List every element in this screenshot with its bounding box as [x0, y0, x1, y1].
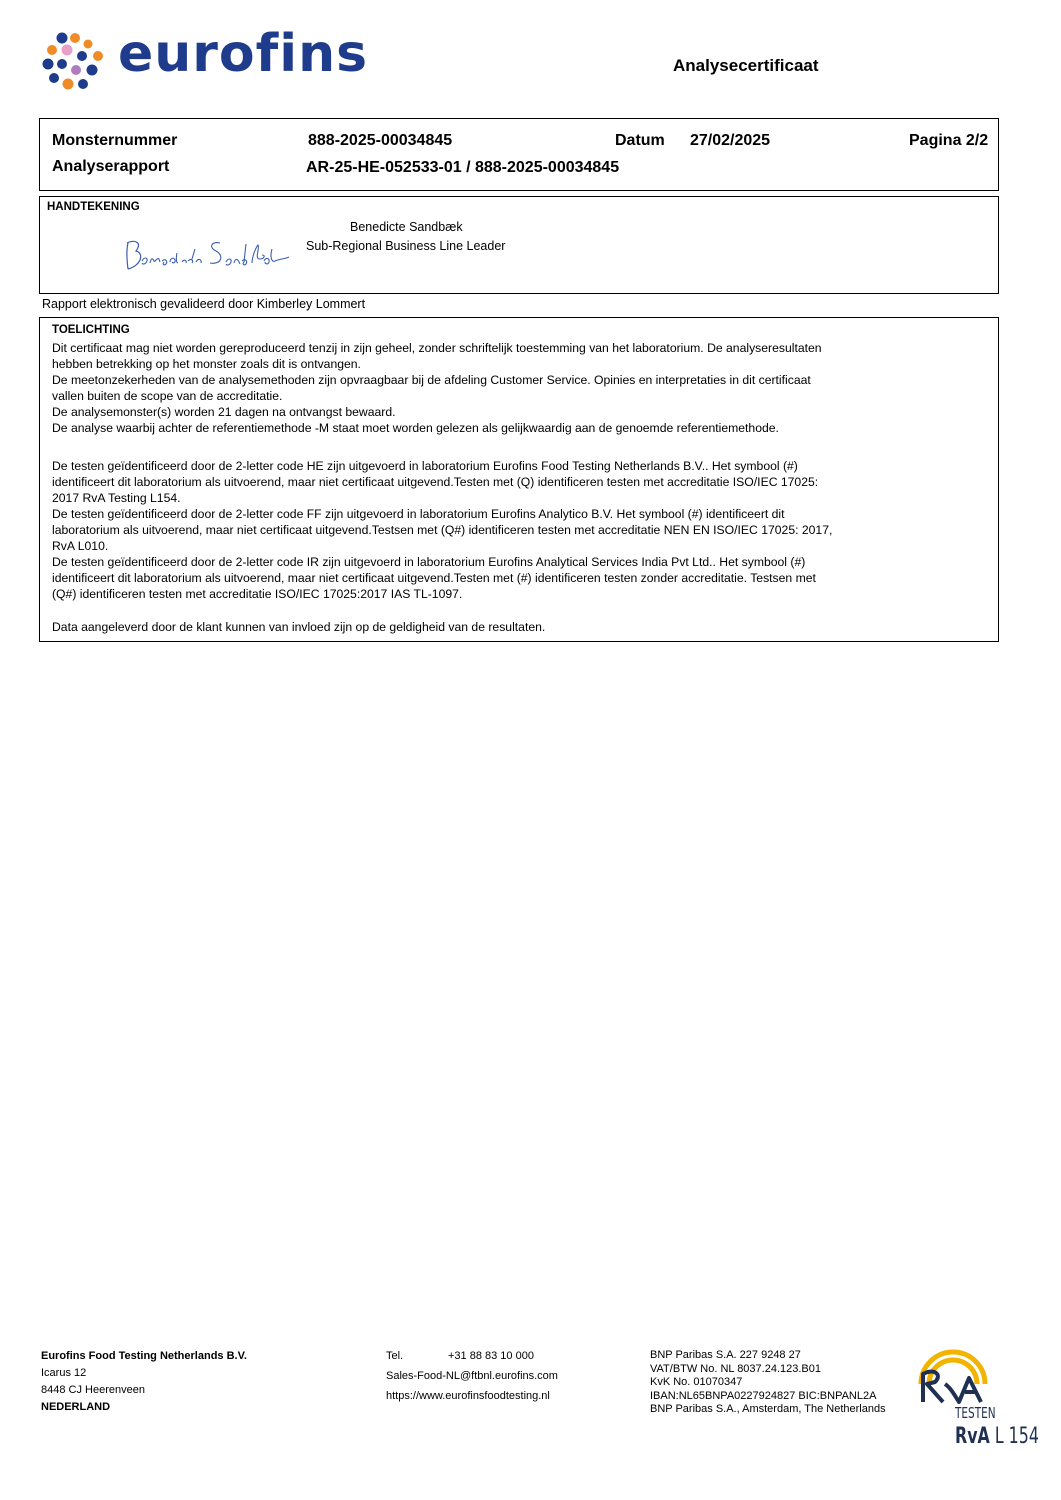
footer-bank-line: BNP Paribas S.A., Amsterdam, The Netherlands — [650, 1403, 886, 1415]
footer-tel-row — [386, 1346, 558, 1366]
rva-accreditation-logo — [915, 1344, 1039, 1459]
notes-line: Dit certificaat mag niet worden gereproduceerd tenzij in zijn geheel, zonder schriftelijk toestemming van het laboratorium. De analyseresultaten — [52, 341, 822, 355]
notes-section — [39, 317, 999, 642]
rva-arc-icon — [915, 1344, 995, 1406]
page-number: Pagina 2/2 — [909, 132, 989, 149]
eurofins-dots-icon — [40, 30, 110, 96]
footer-bank-line: VAT/BTW No. NL 8037.24.123.B01 — [650, 1362, 821, 1375]
notes-line: hebben betrekking op het monster zoals dit is ontvangen. — [52, 357, 361, 371]
notes-line: De testen geïdentificeerd door de 2-letter code HE zijn uitgevoerd in laboratorium Eurofins Food Testing Netherlands B.V.. Het symbool (#) — [52, 459, 798, 473]
notes-line: RvA L010. — [52, 539, 109, 553]
rapport-label: Analyserapport — [52, 158, 170, 175]
notes-line: laboratorium als uitvoerend, maar niet certificaat uitgevend.Testsen met (Q#) identificeren testen met accreditatie NEN EN ISO/IEC 17025: 2017, — [52, 523, 833, 537]
rva-testen: TESTEN — [955, 1404, 996, 1422]
notes-closing: Data aangeleverd door de klant kunnen van invloed zijn op de geldigheid van de resultaten. — [52, 620, 546, 634]
datum-value: 27/02/2025 — [690, 132, 771, 149]
notes-body — [52, 340, 882, 635]
signature-section — [39, 196, 999, 294]
footer-country: NEDERLAND — [41, 1401, 111, 1413]
footer-contact — [386, 1346, 558, 1406]
notes-line: 2017 RvA Testing L154. — [52, 491, 181, 505]
footer-tel-value: +31 88 83 10 000 — [448, 1350, 534, 1362]
report-header — [39, 118, 999, 191]
footer-website[interactable]: https://www.eurofinsfoodtesting.nl — [386, 1390, 550, 1402]
footer-email[interactable]: Sales-Food-NL@ftbnl.eurofins.com — [386, 1370, 558, 1382]
signer-role: Sub-Regional Business Line Leader — [306, 239, 506, 253]
footer-company: Eurofins Food Testing Netherlands B.V. — [41, 1350, 247, 1362]
rva-code: L 154 — [989, 1424, 1039, 1449]
footer-tel-label: Tel. — [386, 1350, 404, 1362]
footer-bank-line: IBAN:NL65BNPA0227924827 BIC:BNPANL2A — [650, 1389, 877, 1402]
rapport-value: AR-25-HE-052533-01 / 888-2025-00034845 — [306, 159, 620, 176]
notes-line: identificeert dit laboratorium als uitvoerend, maar niet certificaat uitgevend.Testen met (#) identificeren testen zonder accreditatie. Testsen met — [52, 571, 816, 585]
notes-line: De testen geïdentificeerd door de 2-letter code FF zijn uitgevoerd in laboratorium Eurofins Analytico B.V. Het symbool (#) identificeert dit — [52, 507, 785, 521]
datum-label: Datum — [615, 132, 665, 149]
signer-name: Benedicte Sandbæk — [350, 220, 463, 234]
footer-address — [41, 1348, 247, 1416]
notes-line: De analyse waarbij achter de referentiemethode -M staat moet worden gelezen als gelijkwaardig aan de genoemde referentiemethode. — [52, 421, 779, 435]
footer-bank — [650, 1349, 886, 1417]
footer-bank-line: KvK No. 01070347 — [650, 1376, 743, 1388]
handwritten-signature — [122, 229, 302, 277]
notes-line: De analysemonster(s) worden 21 dagen na ontvangst bewaard. — [52, 405, 396, 419]
rva-name: RvA — [955, 1424, 990, 1449]
validation-note: Rapport elektronisch gevalideerd door Kimberley Lommert — [42, 297, 366, 311]
eurofins-logo — [40, 24, 370, 98]
footer-street: Icarus 12 — [41, 1367, 87, 1379]
notes-line: identificeert dit laboratorium als uitvoerend, maar niet certificaat uitgevend.Testen met (Q) identificeren testen met accreditatie ISO/IEC 17025: — [52, 475, 819, 489]
monster-value: 888-2025-00034845 — [308, 132, 453, 149]
notes-line: De testen geïdentificeerd door de 2-letter code IR zijn uitgevoerd in laboratorium Eurofins Analytical Services India Pvt Ltd.. Het symbool (#) — [52, 555, 806, 569]
notes-line: (Q#) identificeren testen met accreditatie ISO/IEC 17025:2017 IAS TL-1097. — [52, 587, 463, 601]
notes-line: vallen buiten de scope van de accreditatie. — [52, 389, 283, 403]
footer-bank-line: BNP Paribas S.A. 227 9248 27 — [650, 1349, 801, 1361]
footer-city: 8448 CJ Heerenveen — [41, 1384, 145, 1396]
signature-title: HANDTEKENING — [47, 201, 140, 213]
notes-title: TOELICHTING — [52, 324, 130, 336]
monster-label: Monsternummer — [52, 132, 178, 149]
notes-line: De meetonzekerheden van de analysemethoden zijn opvraagbaar bij de afdeling Customer Service. Opinies en interpretaties in dit certificaat — [52, 373, 811, 387]
document-title: Analysecertificaat — [673, 56, 819, 75]
rva-number — [955, 1424, 1039, 1449]
brand-name: eurofins — [118, 24, 369, 84]
